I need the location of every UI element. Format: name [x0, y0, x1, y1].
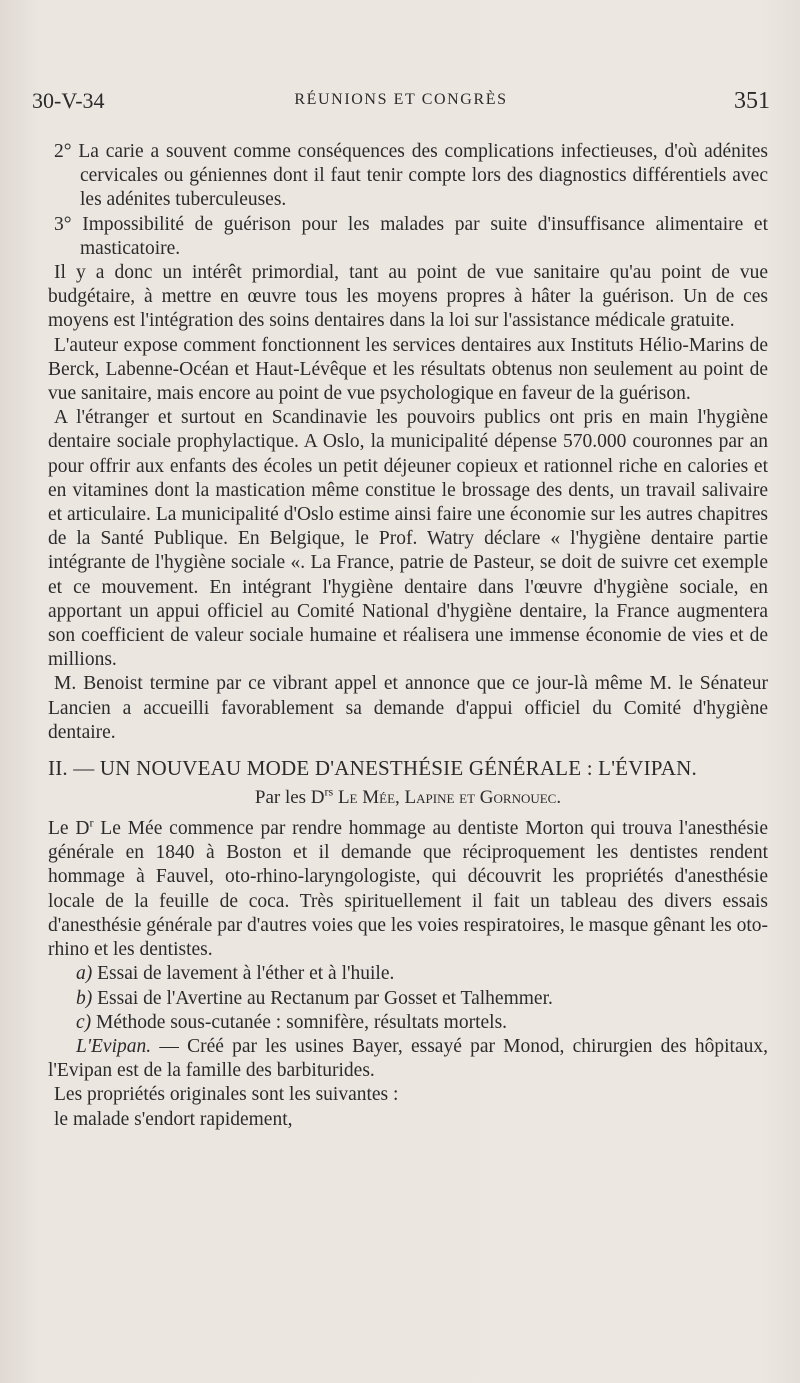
paragraph-author-exposes: L'auteur expose comment fonctionnent les services dentaires aux Instituts Hélio-Marins de Berck, Labenne-Océan et Haut-Lévêque et les résultats obtenus non seulement au point de vue sanitaire, mais encore au point de vue psychologique en faveur de la guérison. [48, 334, 768, 405]
header-date: 30-V-34 [32, 88, 105, 113]
le-mee-sup: r [89, 815, 94, 830]
le-mee-text: Le Mée commence par rendre hommage au dentiste Morton qui trouva l'anesthésie générale en 1840 à Boston et il demande que réciproquement les dentistes rendent hommage à Fauvel, oto-rhino-laryngologiste, qui découvrit les propriétés d'anesthésie locale de la feuille de coca. Très spirituellement il fait un tableau des divers essais d'anesthésie générale par d'autres voies que les voies respiratoires, le masque gênant les oto-rhino et les dentistes. [48, 818, 768, 961]
list-text: Méthode sous-cutanée : somnifère, résultats mortels. [91, 1011, 508, 1033]
list-marker: c) [76, 1011, 92, 1033]
closing-line: le malade s'endort rapidement, [54, 1108, 293, 1130]
evipan-text: — Créé par les usines Bayer, essayé par Monod, chirurgien des hôpitaux, l'Evipan est de la famille des barbiturides. [48, 1035, 768, 1082]
section-title: II. — UN NOUVEAU MODE D'ANESTHÉSIE GÉNÉRALE : L'ÉVIPAN. [48, 756, 697, 781]
list-marker: b) [76, 987, 93, 1009]
list-item [48, 962, 768, 986]
list-marker: a) [76, 963, 93, 985]
header-title: RÉUNIONS ET CONGRÈS [294, 91, 508, 108]
closing-line: Les propriétés originales sont les suivantes : [54, 1084, 399, 1106]
paragraph-interest: Il y a donc un intérêt primordial, tant au point de vue sanitaire qu'au point de vue budgétaire, à mettre en œuvre tous les moyens propres à hâter la guérison. Un de ces moyens est l'intégration des soins dentaires dans la loi sur l'assistance médicale gratuite. [48, 262, 768, 332]
authors-sup: rs [324, 784, 334, 799]
section-authors [48, 783, 768, 813]
page-number: 351 [734, 88, 770, 114]
paragraph-le-mee [48, 817, 768, 962]
authors-prefix: Par les D [254, 787, 325, 809]
paragraph-benoist: M. Benoist termine par ce vibrant appel et annonce que ce jour-là même M. le Sénateur Lancien a accueilli favorablement sa demande d'appui officiel du Comité d'hygiène dentaire. [48, 673, 768, 743]
paragraph-evipan [48, 1035, 768, 1083]
paragraph-impossibility: 3° Impossibilité de guérison pour les malades par suite d'insuffisance alimentaire et masticatoire. [54, 213, 768, 259]
le-mee-prefix: Le D [48, 818, 90, 840]
list-item [48, 1011, 768, 1035]
list-item [48, 987, 768, 1011]
running-header [32, 88, 770, 122]
list-text: Essai de lavement à l'éther et à l'huile. [92, 963, 395, 985]
authors-names: Le Mée, Lapine et Gornouec. [337, 787, 562, 809]
list-text: Essai de l'Avertine au Rectanum par Gosset et Talhemmer. [92, 987, 553, 1009]
evipan-name: L'Evipan. [76, 1035, 152, 1057]
body-text [48, 140, 768, 1132]
paragraph-complications: 2° La carie a souvent comme conséquences des complications infectieuses, d'où adénites cervicales ou géniennes dont il faut tenir compte lors des diagnostics différentiels avec les adénites tuberculeuses. [54, 141, 768, 211]
paragraph-abroad: A l'étranger et surtout en Scandinavie les pouvoirs publics ont pris en main l'hygiène dentaire sociale prophylactique. A Oslo, la municipalité dépense 570.000 couronnes par an pour offrir aux enfants des écoles un petit déjeuner copieux et rationnel riche en calories et en vitamines dont la mastication même constitue le brossage des dents, un travail salivaire et articulaire. La municipalité d'Oslo estime ainsi faire une économie sur les autres chapitres de la Santé Publique. En Belgique, le Prof. Watry déclare « l'hygiène dentaire partie intégrante de l'hygiène sociale «. La France, patrie de Pasteur, se doit de suivre cet exemple et ce mouvement. En intégrant l'hygiène dentaire dans l'œuvre d'hygiène sociale, en apportant un appui officiel au Comité National d'hygiène dentaire, la France augmentera son coefficient de valeur sociale humaine et réalisera une immense économie de vies et de millions. [48, 407, 768, 671]
